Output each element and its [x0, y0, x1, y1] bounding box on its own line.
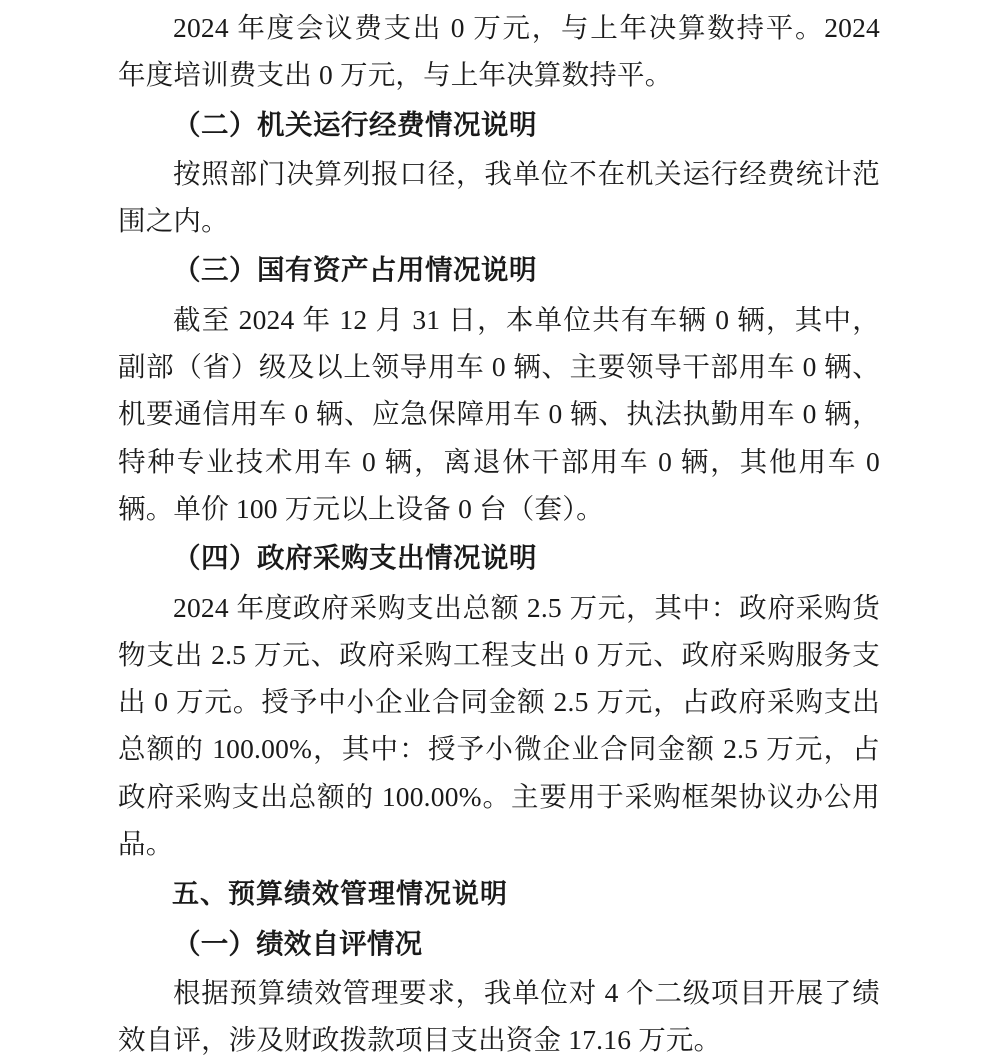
document-body	[118, 4, 880, 1064]
paragraph-self-evaluation: 根据预算绩效管理要求，我单位对 4 个二级项目开展了绩效自评，涉及财政拨款项目支出资金 17.16 万元。	[118, 977, 880, 1056]
heading-self-evaluation: （一）绩效自评情况	[173, 927, 423, 959]
heading-performance-management: 五、预算绩效管理情况说明	[172, 879, 508, 910]
paragraph-state-assets: 截至 2024 年 12 月 31 日，本单位共有车辆 0 辆，其中，副部（省）级及以上领导用车 0 辆、主要领导干部用车 0 辆、机要通信用车 0 辆、应急保障用车 0 辆、执法执勤用车 0 辆，特种专业技术用车 0 辆，离退休干部用车 0 辆，其他用车 0 辆。单价 100 万元以上设备 0 台（套）。	[118, 303, 880, 524]
paragraph-operating-expense: 按照部门决算列报口径，我单位不在机关运行经费统计范围之内。	[118, 157, 880, 237]
heading-operating-expense: （二）机关运行经费情况说明	[173, 108, 537, 140]
heading-state-assets: （三）国有资产占用情况说明	[173, 254, 537, 286]
heading-government-procurement: （四）政府采购支出情况说明	[173, 542, 537, 574]
paragraph-government-procurement: 2024 年度政府采购支出总额 2.5 万元，其中：政府采购货物支出 2.5 万元、政府采购工程支出 0 万元、政府采购服务支出 0 万元。授予中小企业合同金额 2.5 万元，占政府采购支出总额的 100.00%，其中：授予小微企业合同金额 2.5 万元，占政府采购支出总额的 100.00%。主要用于采购框架协议办公用品。	[118, 591, 880, 860]
paragraph-meeting-training: 2024 年度会议费支出 0 万元，与上年决算数持平。2024 年度培训费支出 0 万元，与上年决算数持平。	[118, 12, 880, 91]
